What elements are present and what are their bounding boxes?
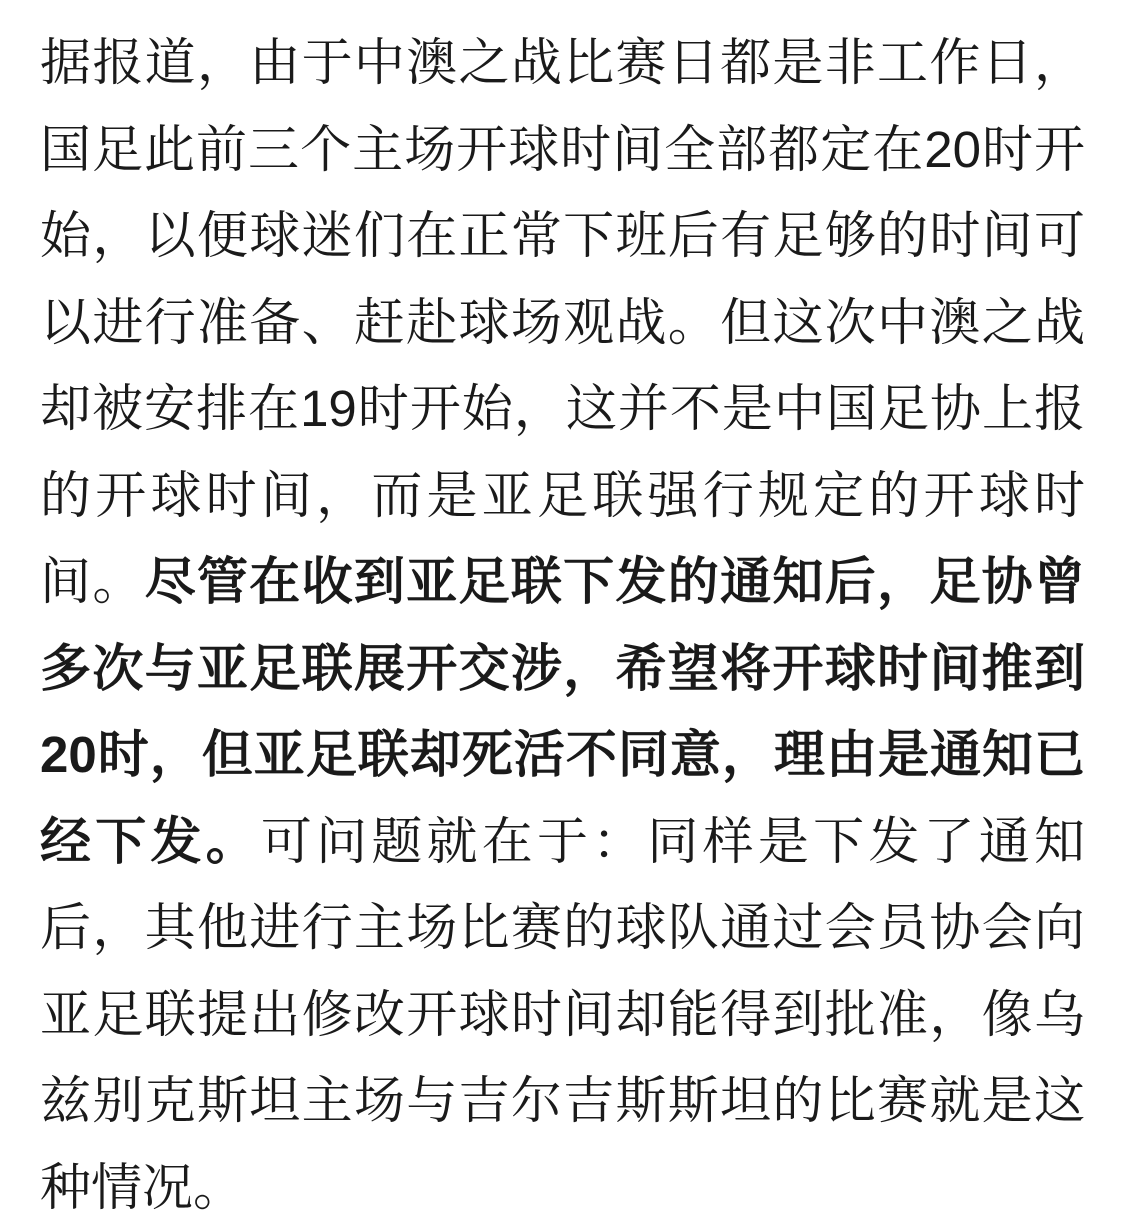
text-line [40,280,1085,367]
text-line [40,20,1085,107]
text-line [40,799,1085,886]
text-segment-bold: 经下发。 [40,813,261,870]
text-segment: 亚足联提出修改开球时间却能得到批准，像乌 [40,986,1085,1043]
text-segment-bold: 20时，但亚足联却死活不同意，理由是通知已 [40,726,1085,783]
text-segment: 据报道，由于中澳之战比赛日都是非工作日， [40,34,1085,91]
text-line [40,1145,1085,1231]
text-segment: 后，其他进行主场比赛的球队通过会员协会向 [40,899,1085,956]
text-segment: 间。 [40,553,145,610]
text-segment-bold: 尽管在收到亚足联下发的通知后，足协曾 [145,553,1085,610]
text-line [40,972,1085,1059]
text-line [40,366,1085,453]
text-line [40,1058,1085,1145]
text-segment: 却被安排在19时开始，这并不是中国足协上报 [40,380,1085,437]
text-line [40,107,1085,194]
text-segment: 种情况。 [40,1159,244,1216]
text-line [40,885,1085,972]
text-segment-bold: 多次与亚足联展开交涉，希望将开球时间推到 [40,640,1085,697]
text-segment: 的开球时间，而是亚足联强行规定的开球时 [40,467,1085,524]
text-segment: 兹别克斯坦主场与吉尔吉斯斯坦的比赛就是这 [40,1072,1085,1129]
text-segment: 始，以便球迷们在正常下班后有足够的时间可 [40,207,1085,264]
text-segment: 国足此前三个主场开球时间全部都定在20时开 [40,121,1085,178]
text-line [40,453,1085,540]
text-segment: 以进行准备、赶赴球场观战。但这次中澳之战 [40,294,1085,351]
text-line [40,193,1085,280]
text-line [40,539,1085,626]
text-line [40,626,1085,713]
text-line [40,712,1085,799]
text-segment: 可问题就在于：同样是下发了通知 [261,813,1085,870]
